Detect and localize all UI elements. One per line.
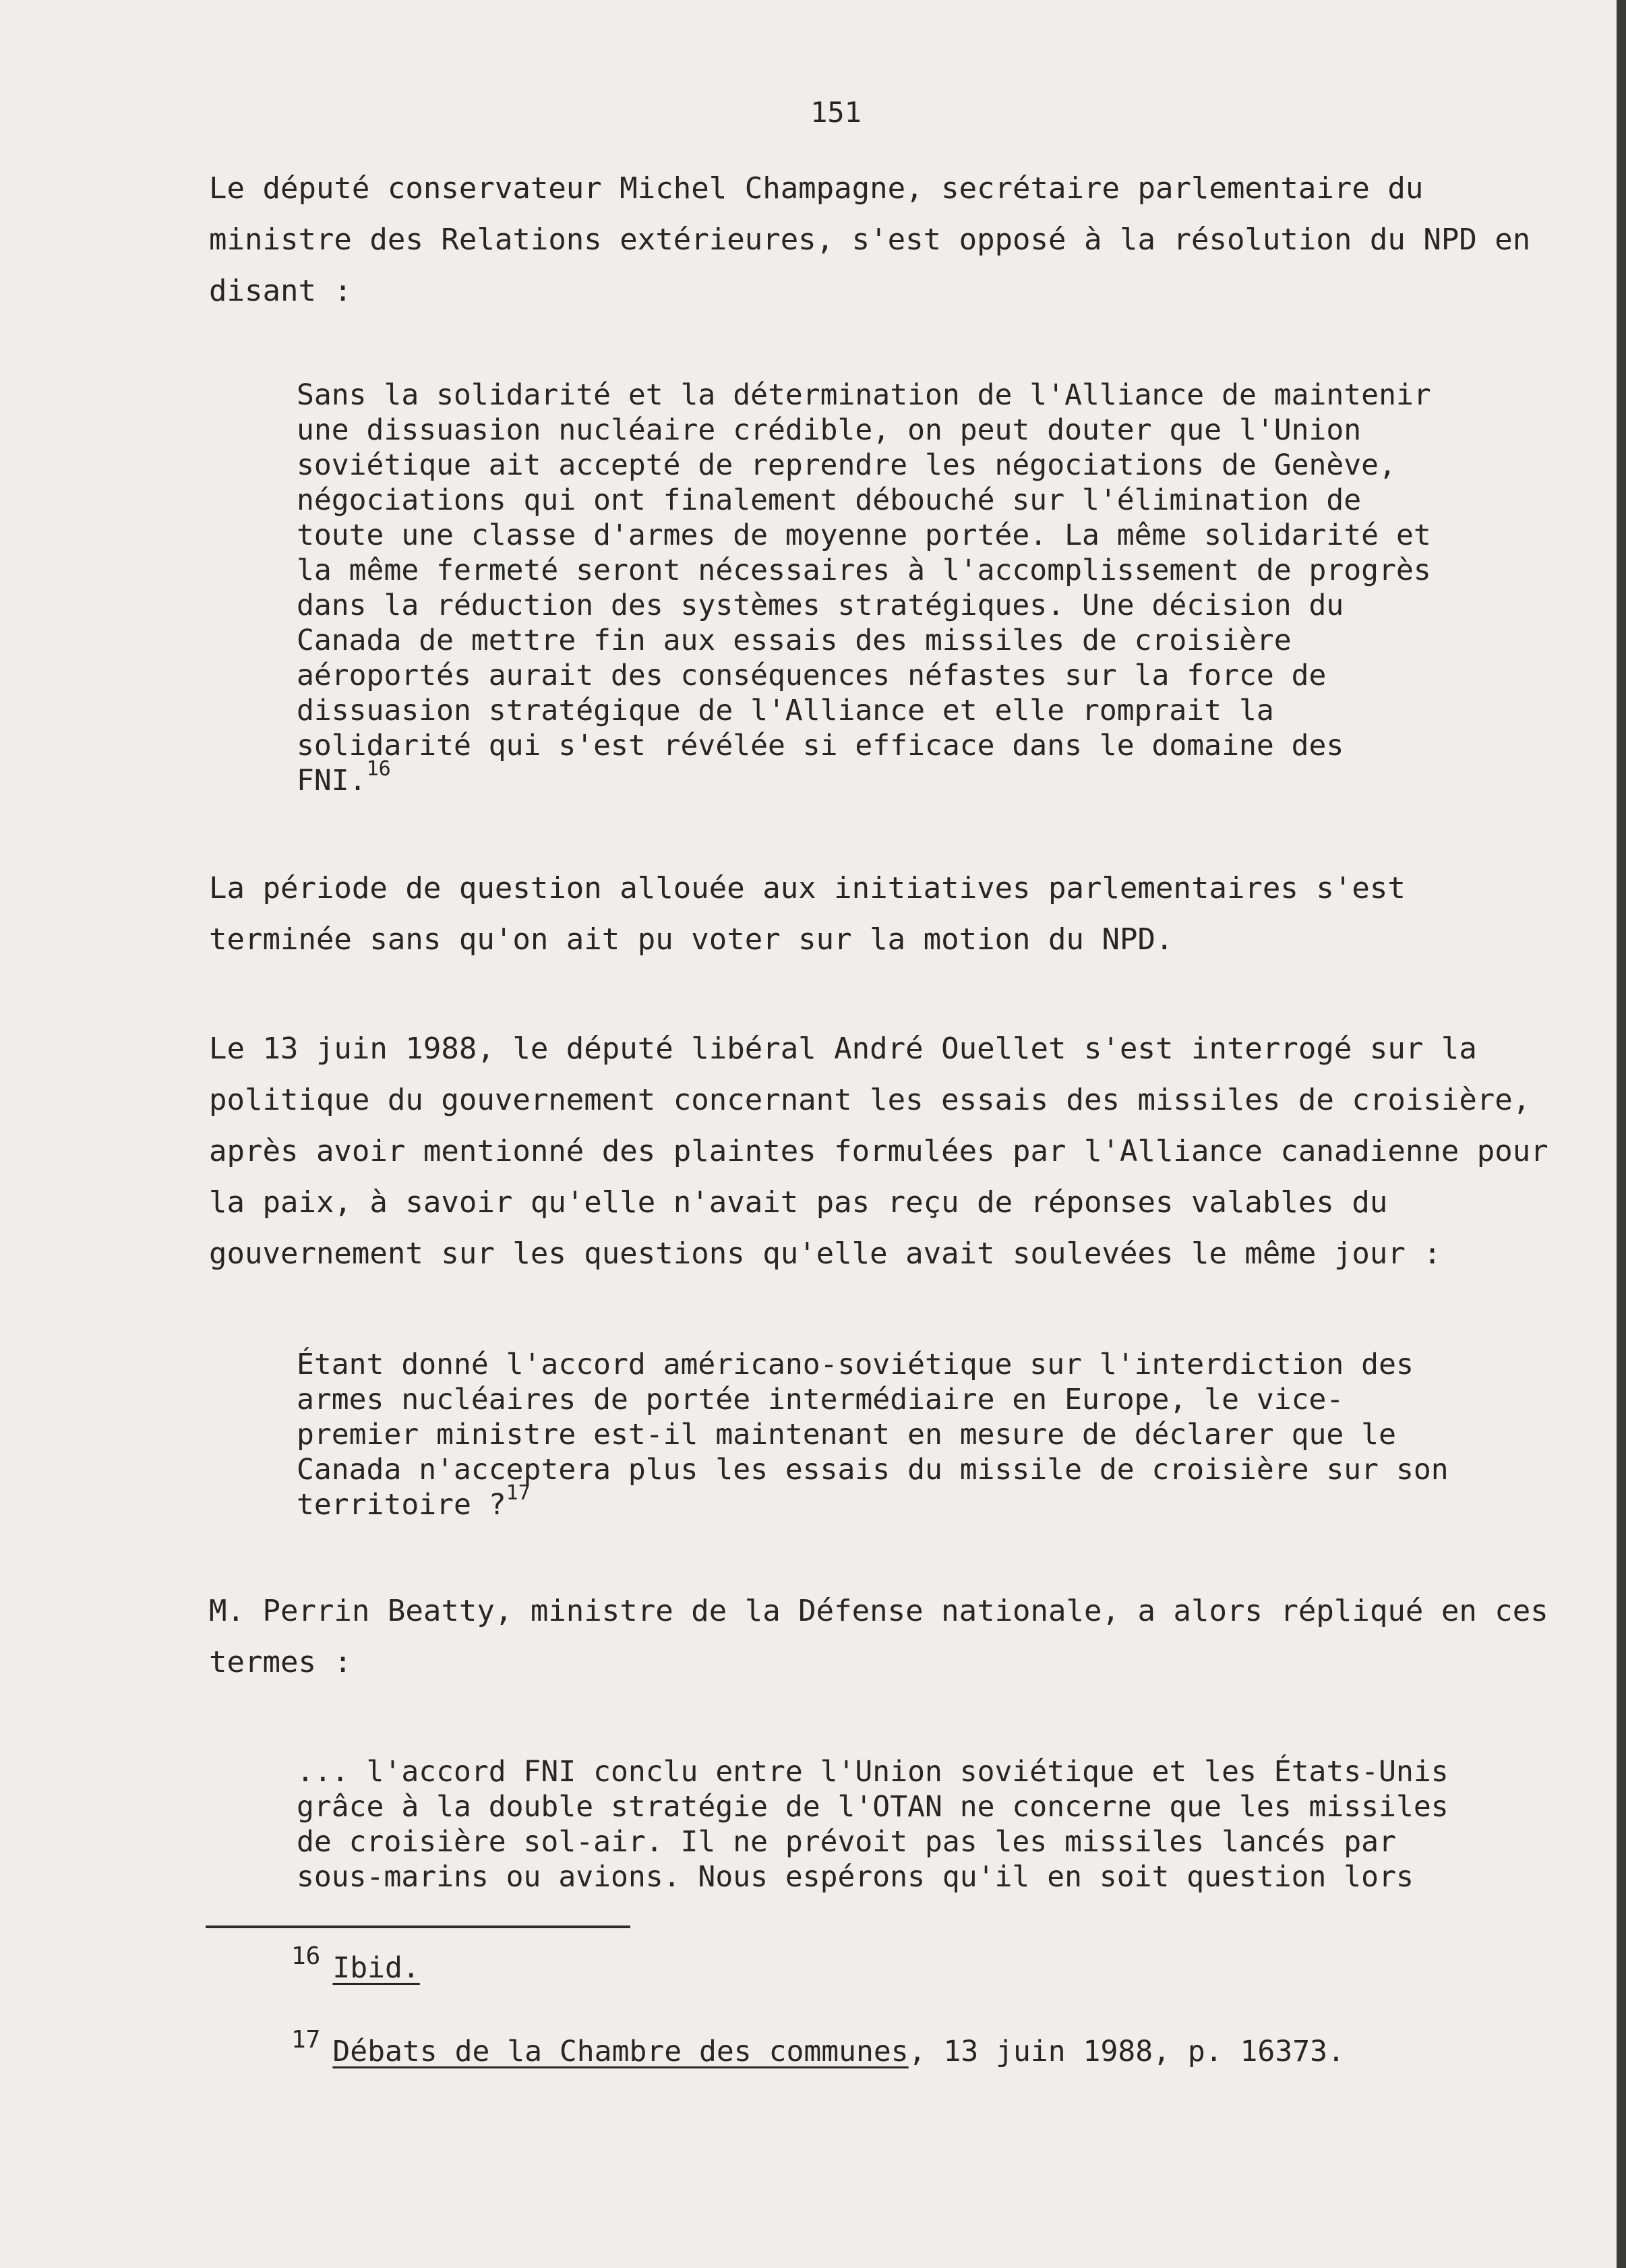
text-line: ministre des Relations extérieures, s'est opposé à la résolution du NPD en xyxy=(209,222,1531,257)
footnote-reference: 16 xyxy=(366,757,391,781)
text-line: gouvernement sur les questions qu'elle avait soulevées le même jour : xyxy=(209,1236,1441,1271)
quote-line-last xyxy=(297,1481,1497,1522)
text-line: politique du gouvernement concernant les essais des missiles de croisière, xyxy=(209,1083,1531,1117)
text-line: termes : xyxy=(209,1645,352,1679)
block-quote-2 xyxy=(297,1347,1497,1522)
text-line: après avoir mentionné des plaintes formulées par l'Alliance canadienne pour xyxy=(209,1134,1548,1168)
quote-line: ... l'accord FNI conclu entre l'Union soviétique et les États-Unis xyxy=(297,1755,1449,1789)
quote-line: aéroportés aurait des conséquences néfastes sur la force de xyxy=(297,659,1327,692)
footnote-source: Ibid. xyxy=(332,1951,420,1985)
quote-line: une dissuasion nucléaire crédible, on peut douter que l'Union xyxy=(297,413,1362,447)
quote-line: solidarité qui s'est révélée si efficace dans le domaine des xyxy=(297,729,1344,763)
quote-line: dans la réduction des systèmes stratégiques. Une décision du xyxy=(297,589,1344,622)
quote-line: dissuasion stratégique de l'Alliance et elle romprait la xyxy=(297,694,1274,727)
block-quote-3 xyxy=(297,1754,1497,1894)
text-line: M. Perrin Beatty, ministre de la Défense nationale, a alors répliqué en ces xyxy=(209,1594,1548,1628)
text-line: La période de question allouée aux initiatives parlementaires s'est xyxy=(209,871,1406,905)
footnote-16 xyxy=(291,1942,420,1985)
footnote-separator xyxy=(206,1926,630,1928)
footnote-number: 16 xyxy=(291,1942,321,1970)
quote-line: la même fermeté seront nécessaires à l'accomplissement de progrès xyxy=(297,554,1431,587)
text-line: disant : xyxy=(209,274,352,308)
quote-line: Étant donné l'accord américano-soviétique sur l'interdiction des xyxy=(297,1348,1414,1381)
paragraph-2 xyxy=(209,863,1544,965)
quote-line: grâce à la double stratégie de l'OTAN ne concerne que les missiles xyxy=(297,1790,1449,1824)
quote-line: négociations qui ont finalement débouché sur l'élimination de xyxy=(297,483,1362,517)
page-edge xyxy=(1617,0,1626,2268)
block-quote-1 xyxy=(297,378,1497,798)
footnote-reference: 17 xyxy=(506,1481,531,1505)
text-line: Le député conservateur Michel Champagne, secrétaire parlementaire du xyxy=(209,171,1424,206)
quote-line-last xyxy=(297,757,1497,798)
quote-line: de croisière sol-air. Il ne prévoit pas les missiles lancés par xyxy=(297,1825,1396,1859)
footnote-source: Débats de la Chambre des communes xyxy=(332,2035,909,2068)
paragraph-3 xyxy=(209,1023,1548,1280)
quote-line: Sans la solidarité et la détermination de l'Alliance de maintenir xyxy=(297,378,1431,412)
paragraph-1 xyxy=(209,163,1544,317)
quote-line: sous-marins ou avions. Nous espérons qu'il en soit question lors xyxy=(297,1860,1414,1894)
quote-line: premier ministre est-il maintenant en mesure de déclarer que le xyxy=(297,1418,1396,1452)
paragraph-4 xyxy=(209,1586,1548,1688)
text-line: la paix, à savoir qu'elle n'avait pas reçu de réponses valables du xyxy=(209,1185,1388,1220)
footnote-17 xyxy=(291,2026,1345,2068)
quote-line: soviétique ait accepté de reprendre les négociations de Genève, xyxy=(297,448,1396,482)
footnote-detail: , 13 juin 1988, p. 16373. xyxy=(908,2035,1345,2068)
quote-text: territoire ? xyxy=(297,1488,506,1522)
text-line: terminée sans qu'on ait pu voter sur la motion du NPD. xyxy=(209,922,1174,957)
footnote-number: 17 xyxy=(291,2026,321,2054)
quote-line: Canada n'acceptera plus les essais du missile de croisière sur son xyxy=(297,1453,1449,1487)
quote-text: FNI. xyxy=(297,764,367,798)
quote-line: armes nucléaires de portée intermédiaire en Europe, le vice- xyxy=(297,1383,1344,1416)
quote-line: Canada de mettre fin aux essais des missiles de croisière xyxy=(297,624,1292,657)
page-number: 151 xyxy=(810,96,862,129)
quote-line: toute une classe d'armes de moyenne portée. La même solidarité et xyxy=(297,518,1431,552)
text-line: Le 13 juin 1988, le député libéral André Ouellet s'est interrogé sur la xyxy=(209,1032,1477,1066)
